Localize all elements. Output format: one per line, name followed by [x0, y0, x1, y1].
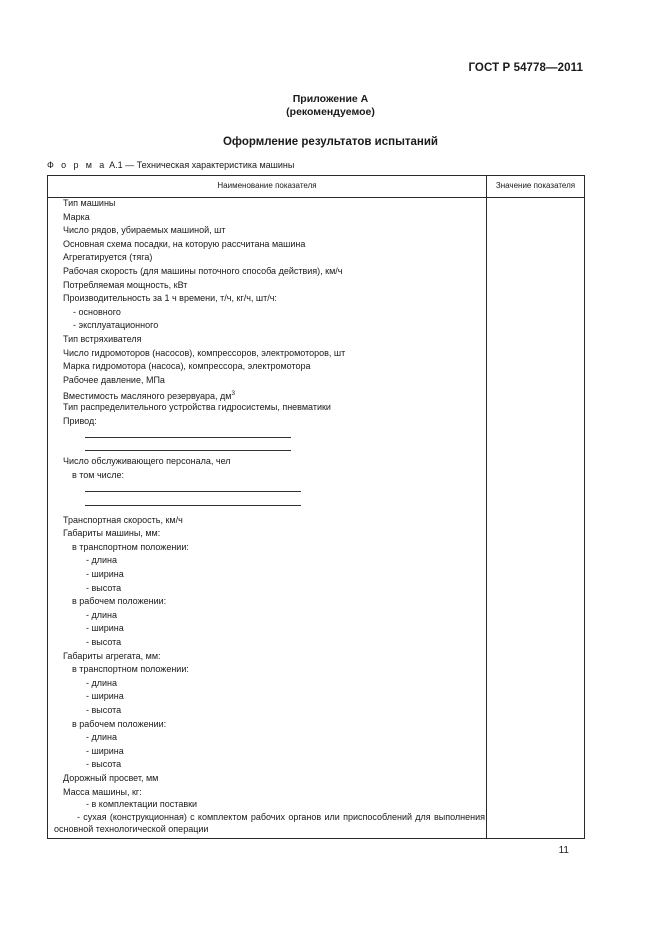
table-row [63, 387, 485, 401]
form-caption [47, 160, 294, 170]
table-row: Габариты машины, мм: [63, 528, 161, 539]
column-header-name: Наименование показателя [217, 181, 317, 190]
table-row: - высота [86, 582, 122, 593]
table-row: в транспортном положении: [72, 541, 189, 552]
table-row: Масса машины, кг: [63, 786, 142, 797]
table-row: в транспортном положении: [72, 664, 189, 675]
fill-in-line [63, 428, 485, 442]
column-header-value: Значение показателя [495, 181, 576, 190]
table-row: - длина [86, 677, 118, 688]
table-row: - эксплуатационного [73, 320, 159, 331]
blank-line [85, 450, 291, 451]
table-row: в рабочем положении: [72, 596, 167, 607]
row-text-wrapped: - сухая (конструкционная) с комплектом рабочих органов или приспособлений для выполнения основной технологической операции [54, 812, 485, 835]
table-row: Тип распределительного устройства гидросистемы, пневматики [63, 401, 331, 412]
appendix-title: Приложение А [292, 93, 369, 105]
table-row: - в комплектации поставки [86, 799, 198, 810]
table-row: - основного [73, 306, 121, 317]
blank-line [85, 491, 301, 492]
table-row [54, 811, 485, 835]
table-row: Транспортная скорость, км/ч [63, 514, 183, 525]
column-divider [486, 176, 487, 838]
table-row: - ширина [86, 623, 124, 634]
fill-in-line [63, 496, 485, 510]
standard-code: ГОСТ Р 54778—2011 [468, 62, 583, 74]
table-row: - ширина [86, 691, 124, 702]
table-row: Привод: [63, 415, 97, 426]
form-caption-number: А.1 — Техническая характеристика машины [109, 160, 295, 170]
blank-line [85, 437, 291, 438]
appendix-subtitle: (рекомендуемое) [286, 106, 375, 118]
table-row: - длина [86, 555, 118, 566]
table-row: Габариты агрегата, мм: [63, 650, 161, 661]
page-number: 11 [558, 845, 569, 856]
table-row: в рабочем положении: [72, 718, 167, 729]
table-row: - ширина [86, 569, 124, 580]
table-row: Дорожный просвет, мм [63, 772, 159, 783]
fill-in-line [63, 482, 485, 496]
table-row: Агрегатируется (тяга) [63, 252, 153, 263]
table-row: - ширина [86, 745, 124, 756]
table-row: Число обслуживающего персонала, чел [63, 456, 231, 467]
table-row: - высота [86, 704, 122, 715]
row-superscript: 3 [231, 390, 236, 398]
table-row: Число гидромоторов (насосов), компрессоров, электромоторов, шт [63, 347, 346, 358]
table-row: Производительность за 1 ч времени, т/ч, кг/ч, шт/ч: [63, 293, 277, 304]
table-row: Основная схема посадки, на которую рассчитана машина [63, 238, 306, 249]
table-row: в том числе: [72, 469, 124, 480]
row-text: Вместимость масляного резервуара, дм [63, 391, 232, 402]
table-body [54, 197, 485, 835]
table-row: Число рядов, убираемых машиной, шт [63, 225, 226, 236]
fill-in-line [63, 442, 485, 456]
table-row: Тип машины [63, 198, 116, 208]
table-row: Рабочее давление, МПа [63, 374, 165, 385]
form-caption-prefix: Ф о р м а [47, 160, 107, 170]
section-title: Оформление результатов испытаний [222, 136, 439, 148]
table-row: Марка гидромотора (насоса), компрессора, электромотора [63, 361, 311, 372]
table-row: Марка [63, 211, 90, 222]
table-row: - высота [86, 759, 122, 770]
table-row: Рабочая скорость (для машины поточного способа действия), км/ч [63, 265, 343, 276]
appendix-heading [0, 93, 661, 119]
table-header [48, 176, 584, 198]
table-row: - высота [86, 637, 122, 647]
table-row: - длина [86, 609, 118, 620]
table-row: - длина [86, 732, 118, 743]
blank-line [85, 505, 301, 506]
table-row: Потребляемая мощность, кВт [63, 279, 188, 290]
table-row: Тип встряхивателя [63, 333, 142, 344]
